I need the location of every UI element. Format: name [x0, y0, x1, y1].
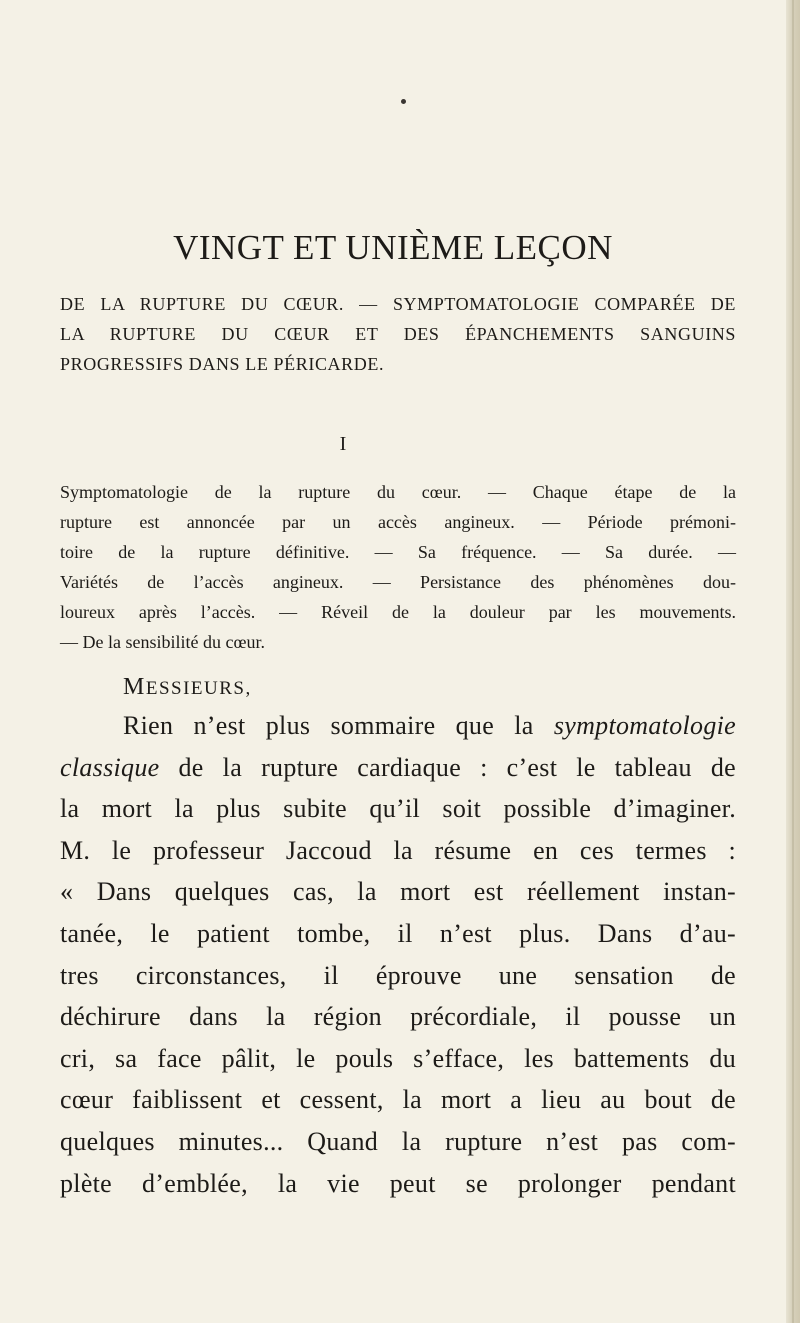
- section-number: I: [339, 433, 347, 455]
- subtitle-line: LA RUPTURE DU CŒUR ET DES ÉPANCHEMENTS SANGUINS: [60, 324, 736, 344]
- section-summary: [60, 477, 736, 657]
- body-line: [60, 705, 736, 747]
- body-line: [60, 747, 736, 789]
- summary-line: Variétés de l’accès angineux. — Persistance des phénomènes dou-: [60, 572, 736, 592]
- italic-term: symptomatologie: [553, 711, 736, 740]
- body-line: la mort la plus subite qu’il soit possible d’imaginer.: [60, 794, 736, 824]
- italic-term: classique: [60, 752, 160, 782]
- body-line: « Dans quelques cas, la mort est réellement instan-: [60, 877, 736, 907]
- body-line: déchirure dans la région précordiale, il pousse un: [60, 1002, 736, 1032]
- page-edge: [786, 0, 800, 1323]
- summary-line: toire de la rupture définitive. — Sa fréquence. — Sa durée. —: [60, 542, 736, 562]
- ink-dot: [401, 99, 406, 104]
- body-text-run: Rien n’est plus sommaire que la: [123, 711, 554, 740]
- body-line: quelques minutes... Quand la rupture n’est pas com-: [60, 1126, 736, 1156]
- summary-line: — De la sensibilité du cœur.: [60, 632, 265, 652]
- body-line: M. le professeur Jaccoud la résume en ces termes :: [60, 835, 736, 865]
- salutation-initial: M: [123, 674, 146, 700]
- summary-line: rupture est annoncée par un accès angineux. — Période prémoni-: [60, 512, 736, 532]
- body-line: plète d’emblée, la vie peut se prolonger pendant: [60, 1168, 736, 1198]
- body-text-run: de la rupture cardiaque : c’est le tableau de: [159, 752, 736, 782]
- body-line: tres circonstances, il éprouve une sensation de: [60, 960, 736, 990]
- body-text: [60, 705, 736, 1204]
- summary-line: Symptomatologie de la rupture du cœur. — Chaque étape de la: [60, 482, 736, 502]
- salutation-rest: ESSIEURS,: [145, 678, 252, 699]
- summary-line: loureux après l’accès. — Réveil de la douleur par les mouvements.: [60, 602, 736, 622]
- body-line: tanée, le patient tombe, il n’est plus. Dans d’au-: [60, 918, 736, 948]
- body-line: cœur faiblissent et cessent, la mort a lieu au bout de: [60, 1085, 736, 1115]
- subtitle-line: PROGRESSIFS DANS LE PÉRICARDE.: [60, 354, 385, 374]
- chapter-subtitle: [60, 289, 736, 379]
- body-line: cri, sa face pâlit, le pouls s’efface, les battements du: [60, 1043, 736, 1073]
- salutation: [123, 674, 252, 701]
- chapter-title: VINGT ET UNIÈME LEÇON: [173, 228, 613, 267]
- subtitle-line: DE LA RUPTURE DU CŒUR. — SYMPTOMATOLOGIE COMPARÉE DE: [60, 294, 736, 314]
